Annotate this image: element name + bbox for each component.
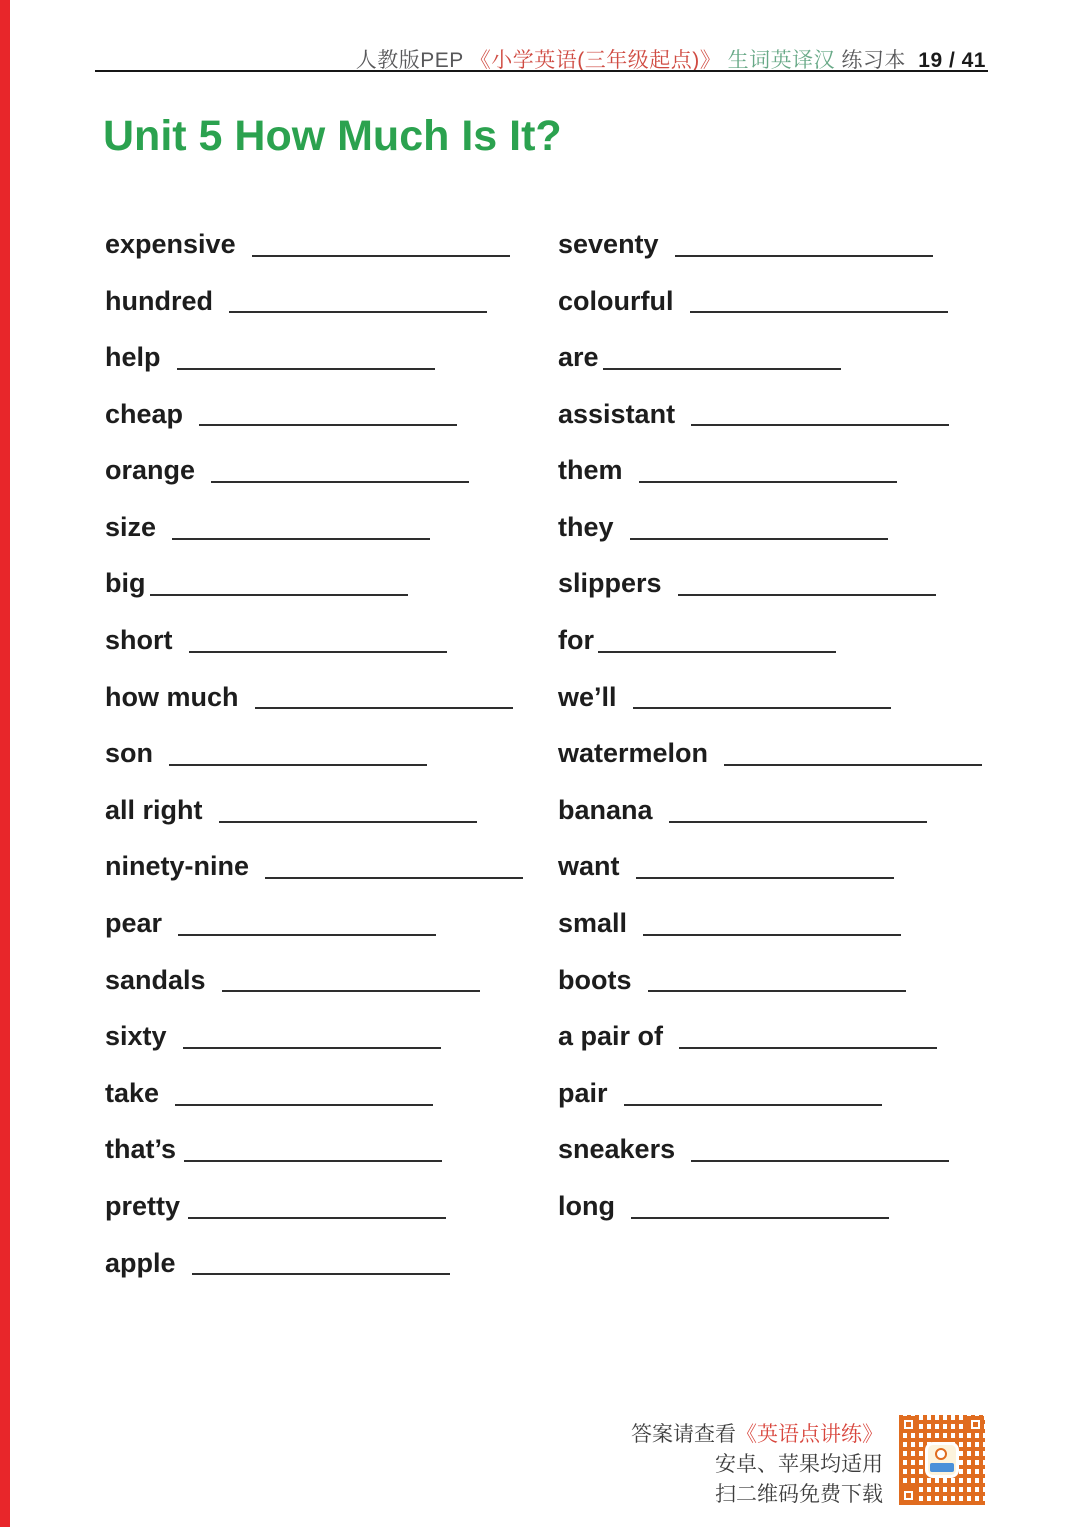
- header-exercise-suffix: 练习本: [841, 49, 906, 72]
- word-column-right: [558, 203, 988, 1222]
- word-label: are: [558, 342, 599, 373]
- word-label: we’ll: [558, 681, 617, 712]
- qr-finder-icon: [967, 1416, 984, 1433]
- word-row: [558, 1109, 988, 1166]
- word-label: how much: [105, 681, 239, 712]
- word-row: [105, 316, 555, 373]
- answer-blank-line: [178, 934, 436, 936]
- answer-blank-line: [598, 651, 836, 653]
- word-label: big: [105, 568, 146, 599]
- word-row: [105, 1222, 555, 1279]
- answer-blank-line: [189, 651, 447, 653]
- answer-blank-line: [184, 1160, 442, 1162]
- word-row: [105, 1052, 555, 1109]
- answer-blank-line: [192, 1273, 450, 1275]
- answer-blank-line: [669, 821, 927, 823]
- footer-answer-line: [631, 1420, 883, 1450]
- unit-title: Unit 5 How Much Is It?: [103, 112, 562, 160]
- word-label: they: [558, 511, 614, 542]
- answer-blank-line: [624, 1104, 882, 1106]
- word-row: [558, 712, 988, 769]
- word-label: a pair of: [558, 1021, 664, 1052]
- word-label: boots: [558, 964, 632, 995]
- word-label: apple: [105, 1247, 176, 1278]
- word-label: long: [558, 1191, 615, 1221]
- footer-answer-book: 《英语点讲练》: [736, 1423, 883, 1446]
- word-row: [105, 939, 555, 996]
- footer-platforms-line: 安卓、苹果均适用: [715, 1453, 883, 1476]
- qr-finder-icon: [900, 1487, 917, 1504]
- answer-blank-line: [172, 538, 430, 540]
- qr-finder-icon: [900, 1416, 917, 1433]
- header-publisher: 人教版PEP: [355, 49, 464, 72]
- header-divider-line: [95, 70, 988, 72]
- answer-blank-line: [648, 990, 906, 992]
- footer-scan-line: 扫二维码免费下载: [715, 1483, 883, 1506]
- word-column-left: [105, 203, 555, 1278]
- answer-blank-line: [675, 255, 933, 257]
- answer-blank-line: [183, 1047, 441, 1049]
- word-label: banana: [558, 794, 653, 825]
- word-row: [558, 995, 988, 1052]
- word-row: [105, 429, 555, 486]
- answer-blank-line: [199, 424, 457, 426]
- word-row: [558, 429, 988, 486]
- word-label: cheap: [105, 398, 184, 429]
- word-label: ninety-nine: [105, 851, 250, 882]
- word-row: [558, 939, 988, 996]
- word-row: [105, 260, 555, 317]
- page-left-accent-bar: [0, 0, 10, 1527]
- word-row: [558, 373, 988, 430]
- word-label: short: [105, 625, 173, 656]
- word-row: [105, 486, 555, 543]
- answer-blank-line: [678, 594, 936, 596]
- answer-blank-line: [691, 1160, 949, 1162]
- answer-blank-line: [175, 1104, 433, 1106]
- word-label: sandals: [105, 964, 206, 995]
- word-label: sneakers: [558, 1134, 676, 1165]
- word-row: [105, 769, 555, 826]
- word-label: for: [558, 625, 594, 656]
- header-book-title: 《小学英语(三年级起点)》: [469, 49, 722, 72]
- answer-blank-line: [639, 481, 897, 483]
- word-label: all right: [105, 794, 203, 825]
- answer-blank-line: [679, 1047, 937, 1049]
- word-row: [105, 373, 555, 430]
- answer-blank-line: [188, 1217, 446, 1219]
- word-row: [105, 826, 555, 883]
- page-footer: [631, 1415, 985, 1510]
- answer-blank-line: [630, 538, 888, 540]
- word-label: want: [558, 851, 620, 882]
- word-label: watermelon: [558, 738, 709, 769]
- footer-text: [631, 1420, 883, 1510]
- qr-code: [899, 1415, 985, 1505]
- word-label: assistant: [558, 398, 676, 429]
- answer-blank-line: [691, 424, 949, 426]
- qr-center-app-icon: [928, 1445, 956, 1475]
- word-label: pair: [558, 1077, 608, 1108]
- word-label: son: [105, 738, 154, 769]
- word-row: [558, 203, 988, 260]
- word-label: size: [105, 511, 157, 542]
- word-row: [558, 260, 988, 317]
- answer-blank-line: [229, 311, 487, 313]
- word-row: [558, 769, 988, 826]
- word-row: [105, 882, 555, 939]
- word-row: [105, 1165, 555, 1222]
- word-label: small: [558, 908, 628, 939]
- word-label: that’s: [105, 1134, 177, 1165]
- word-label: help: [105, 342, 161, 373]
- answer-blank-line: [169, 764, 427, 766]
- word-label: take: [105, 1077, 160, 1108]
- word-row: [558, 1052, 988, 1109]
- answer-blank-line: [631, 1217, 889, 1219]
- word-row: [558, 543, 988, 600]
- app-face-icon: [935, 1448, 947, 1460]
- word-row: [558, 826, 988, 883]
- word-label: pretty: [105, 1191, 181, 1221]
- word-row: [558, 486, 988, 543]
- word-label: expensive: [105, 228, 236, 259]
- word-label: pear: [105, 908, 163, 939]
- word-row: [105, 656, 555, 713]
- word-row: [558, 599, 988, 656]
- answer-blank-line: [222, 990, 480, 992]
- word-label: colourful: [558, 285, 674, 316]
- word-row: [558, 316, 988, 373]
- word-label: hundred: [105, 285, 213, 316]
- footer-answer-prefix: 答案请查看: [631, 1423, 736, 1446]
- answer-blank-line: [150, 594, 408, 596]
- word-row: [105, 712, 555, 769]
- app-banner: [930, 1463, 954, 1472]
- word-label: orange: [105, 455, 196, 486]
- word-row: [558, 882, 988, 939]
- header-page-number: 19 / 41: [918, 49, 986, 72]
- word-label: sixty: [105, 1021, 167, 1052]
- answer-blank-line: [177, 368, 435, 370]
- answer-blank-line: [643, 934, 901, 936]
- header-exercise-type: 生词英译汉: [727, 49, 836, 72]
- answer-blank-line: [603, 368, 841, 370]
- word-row: [105, 203, 555, 260]
- word-row: [105, 1109, 555, 1166]
- answer-blank-line: [211, 481, 469, 483]
- word-row: [558, 1165, 988, 1222]
- answer-blank-line: [636, 877, 894, 879]
- word-row: [105, 543, 555, 600]
- answer-blank-line: [265, 877, 523, 879]
- answer-blank-line: [255, 707, 513, 709]
- word-row: [105, 995, 555, 1052]
- word-row: [558, 656, 988, 713]
- answer-blank-line: [633, 707, 891, 709]
- word-label: seventy: [558, 228, 659, 259]
- answer-blank-line: [724, 764, 982, 766]
- word-label: slippers: [558, 568, 662, 599]
- answer-blank-line: [219, 821, 477, 823]
- word-row: [105, 599, 555, 656]
- word-label: them: [558, 455, 623, 486]
- answer-blank-line: [252, 255, 510, 257]
- answer-blank-line: [690, 311, 948, 313]
